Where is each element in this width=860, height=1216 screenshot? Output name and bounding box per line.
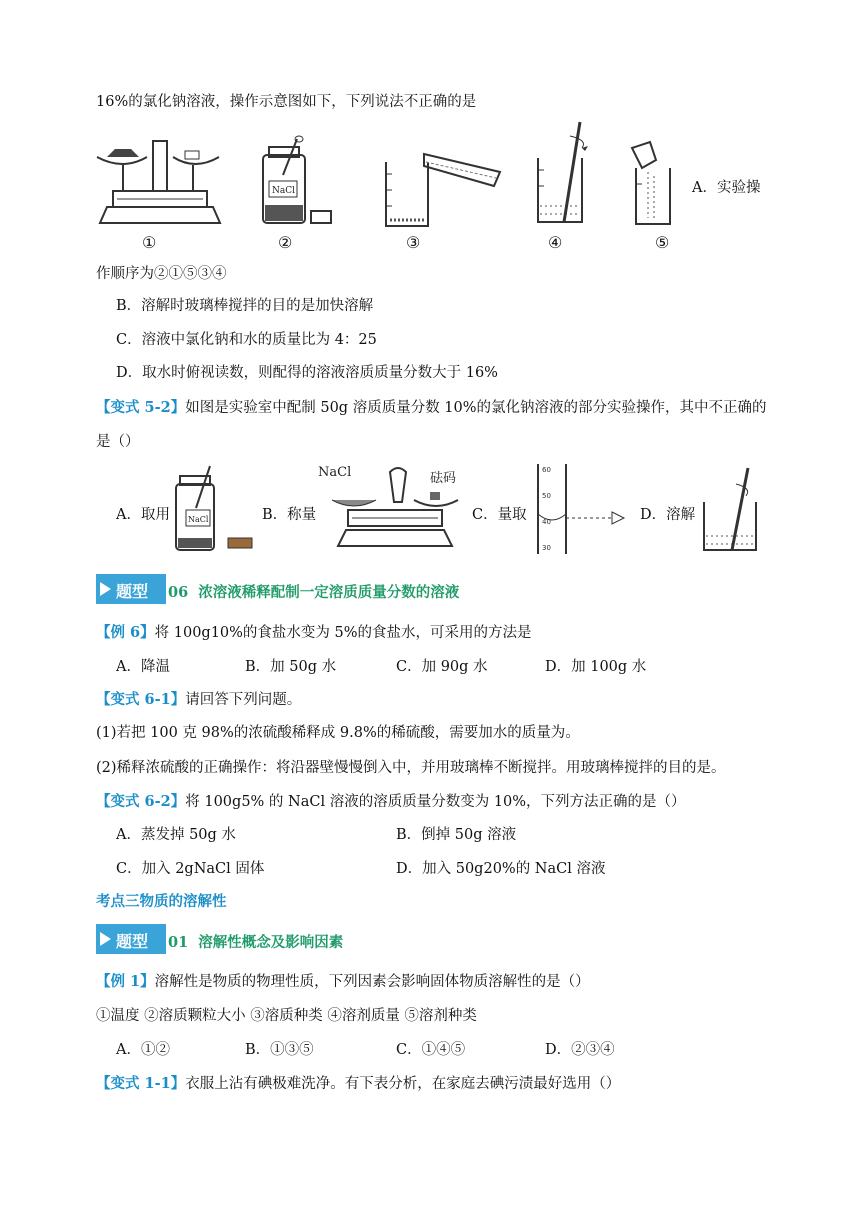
variant-6-2 xyxy=(96,790,686,811)
example-6-text: 将 100g10%的食盐水变为 5%的食盐水，可采用的方法是 xyxy=(154,625,532,641)
v6-2-option-c: C．加入 2gNaCl 固体 xyxy=(116,861,265,877)
v6-2-option-d: D．加入 50g20%的 NaCl 溶液 xyxy=(396,861,606,877)
variant-5-2-line1 xyxy=(96,396,767,417)
v5-2-balance-figure xyxy=(318,462,468,554)
fig1-label-2: ② xyxy=(278,233,293,252)
v5-2-option-b: B．称量 xyxy=(262,507,317,523)
ex6-option-a: A．降温 xyxy=(116,659,170,675)
v5-2-bottle-label: NaCl xyxy=(188,515,209,524)
fig1-stirring xyxy=(530,118,600,230)
fig1-label-5: ⑤ xyxy=(655,233,670,252)
v5-2-tick-30: 30 xyxy=(542,544,551,552)
v5-2-option-a: A．取用 xyxy=(116,507,170,523)
variant-1-1-tag: 【变式 1-1】 xyxy=(96,1075,186,1092)
variant-6-2-text: 将 100g5% 的 NaCl 溶液的溶质质量分数变为 10%，下列方法正确的是（） xyxy=(185,794,686,810)
example-6-tag: 【例 6】 xyxy=(96,624,155,641)
variant-5-2-tag: 【变式 5-2】 xyxy=(96,399,186,416)
ex6-option-c: C．加 90g 水 xyxy=(396,659,488,675)
section-01-banner xyxy=(96,924,166,954)
q5-1-option-b: B．溶解时玻璃棒搅拌的目的是加快溶解 xyxy=(116,298,374,314)
section-01-banner-label: 题型 xyxy=(116,932,149,951)
v6-2-option-b: B．倒掉 50g 溶液 xyxy=(396,827,517,843)
fig1-label-1: ① xyxy=(142,233,157,252)
variant-5-2-text1: 如图是实验室中配制 50g 溶质质量分数 10%的氯化钠溶液的部分实验操作，其中不正确的 xyxy=(185,400,767,416)
variant-5-2-line2: 是（） xyxy=(96,434,140,450)
fig1-label-3: ③ xyxy=(406,233,421,252)
v5-2-tick-60: 60 xyxy=(542,466,551,474)
section-06-num: 06 xyxy=(168,584,189,601)
section-06-title: 浓溶液稀释配制一定溶质质量分数的溶液 xyxy=(198,584,460,601)
variant-6-1-q1: (1)若把 100 克 98%的浓硫酸稀释成 9.8%的稀硫酸，需要加水的质量为。 xyxy=(96,725,580,741)
v5-2-tick-50: 50 xyxy=(542,492,551,500)
intro-line: 16%的氯化钠溶液，操作示意图如下，下列说法不正确的是 xyxy=(96,94,477,110)
v5-2-cylinder-figure xyxy=(528,460,638,558)
v5-2-weight-label: 砝码 xyxy=(430,471,457,486)
section-06-banner-label: 题型 xyxy=(116,582,149,601)
v5-2-dissolve-figure xyxy=(698,462,768,554)
v6-2-option-a: A．蒸发掉 50g 水 xyxy=(116,827,236,843)
q5-1-option-d: D．取水时俯视读数，则配得的溶液溶质质量分数大于 16% xyxy=(116,365,498,381)
ex6-option-b: B．加 50g 水 xyxy=(245,659,337,675)
variant-6-1-tag: 【变式 6-1】 xyxy=(96,691,186,708)
variant-6-1 xyxy=(96,688,301,709)
v5-2-bottle-figure xyxy=(170,462,260,554)
ex1-option-a: A．①② xyxy=(116,1042,170,1058)
arrow-icon xyxy=(100,582,111,596)
example-1-tag: 【例 1】 xyxy=(96,973,155,990)
fig1-pouring xyxy=(380,150,505,230)
variant-1-1-text: 衣服上沾有碘极难洗净。有下表分析，在家庭去碘污渍最好选用（） xyxy=(185,1076,621,1092)
variant-1-1 xyxy=(96,1072,620,1093)
ex1-option-b: B．①③⑤ xyxy=(245,1042,314,1058)
v5-2-tick-40: 40 xyxy=(542,518,551,526)
section-01-heading xyxy=(168,931,343,952)
fig1-balance xyxy=(95,135,225,230)
fig1-nacl-label: NaCl xyxy=(272,186,296,196)
example-1 xyxy=(96,970,590,991)
v5-2-nacl-label: NaCl xyxy=(318,465,352,480)
v5-2-option-c: C．量取 xyxy=(472,507,527,523)
fig1-adding-solid xyxy=(630,138,680,230)
variant-6-1-q2: (2)稀释浓硫酸的正确操作：将沿器壁慢慢倒入中，并用玻璃棒不断搅拌。用玻璃棒搅拌的目的是。 xyxy=(96,760,726,776)
ex1-option-d: D．②③④ xyxy=(545,1042,615,1058)
variant-6-1-text: 请回答下列问题。 xyxy=(185,692,302,708)
variant-6-2-tag: 【变式 6-2】 xyxy=(96,793,186,810)
section-01-num: 01 xyxy=(168,934,189,951)
example-1-text: 溶解性是物质的物理性质，下列因素会影响固体物质溶解性的是（） xyxy=(154,974,590,990)
example-1-factors: ①温度 ②溶质颗粒大小 ③溶质种类 ④溶剂质量 ⑤溶剂种类 xyxy=(96,1008,477,1024)
fig1-label-4: ④ xyxy=(548,233,563,252)
section-06-banner xyxy=(96,574,166,604)
kaodian-3-heading: 考点三物质的溶解性 xyxy=(96,893,227,910)
v5-2-option-d: D．溶解 xyxy=(640,507,696,523)
ex6-option-d: D．加 100g 水 xyxy=(545,659,647,675)
fig1-reagent-bottle xyxy=(255,135,335,230)
example-6 xyxy=(96,621,532,642)
q5-1-option-a-part1: A．实验操 xyxy=(692,180,761,196)
section-01-title: 溶解性概念及影响因素 xyxy=(198,934,344,951)
q5-1-option-a-part2: 作顺序为②①⑤③④ xyxy=(96,266,227,282)
section-06-heading xyxy=(168,581,459,602)
arrow-icon xyxy=(100,932,111,946)
ex1-option-c: C．①④⑤ xyxy=(396,1042,466,1058)
q5-1-option-c: C．溶液中氯化钠和水的质量比为 4：25 xyxy=(116,332,377,348)
